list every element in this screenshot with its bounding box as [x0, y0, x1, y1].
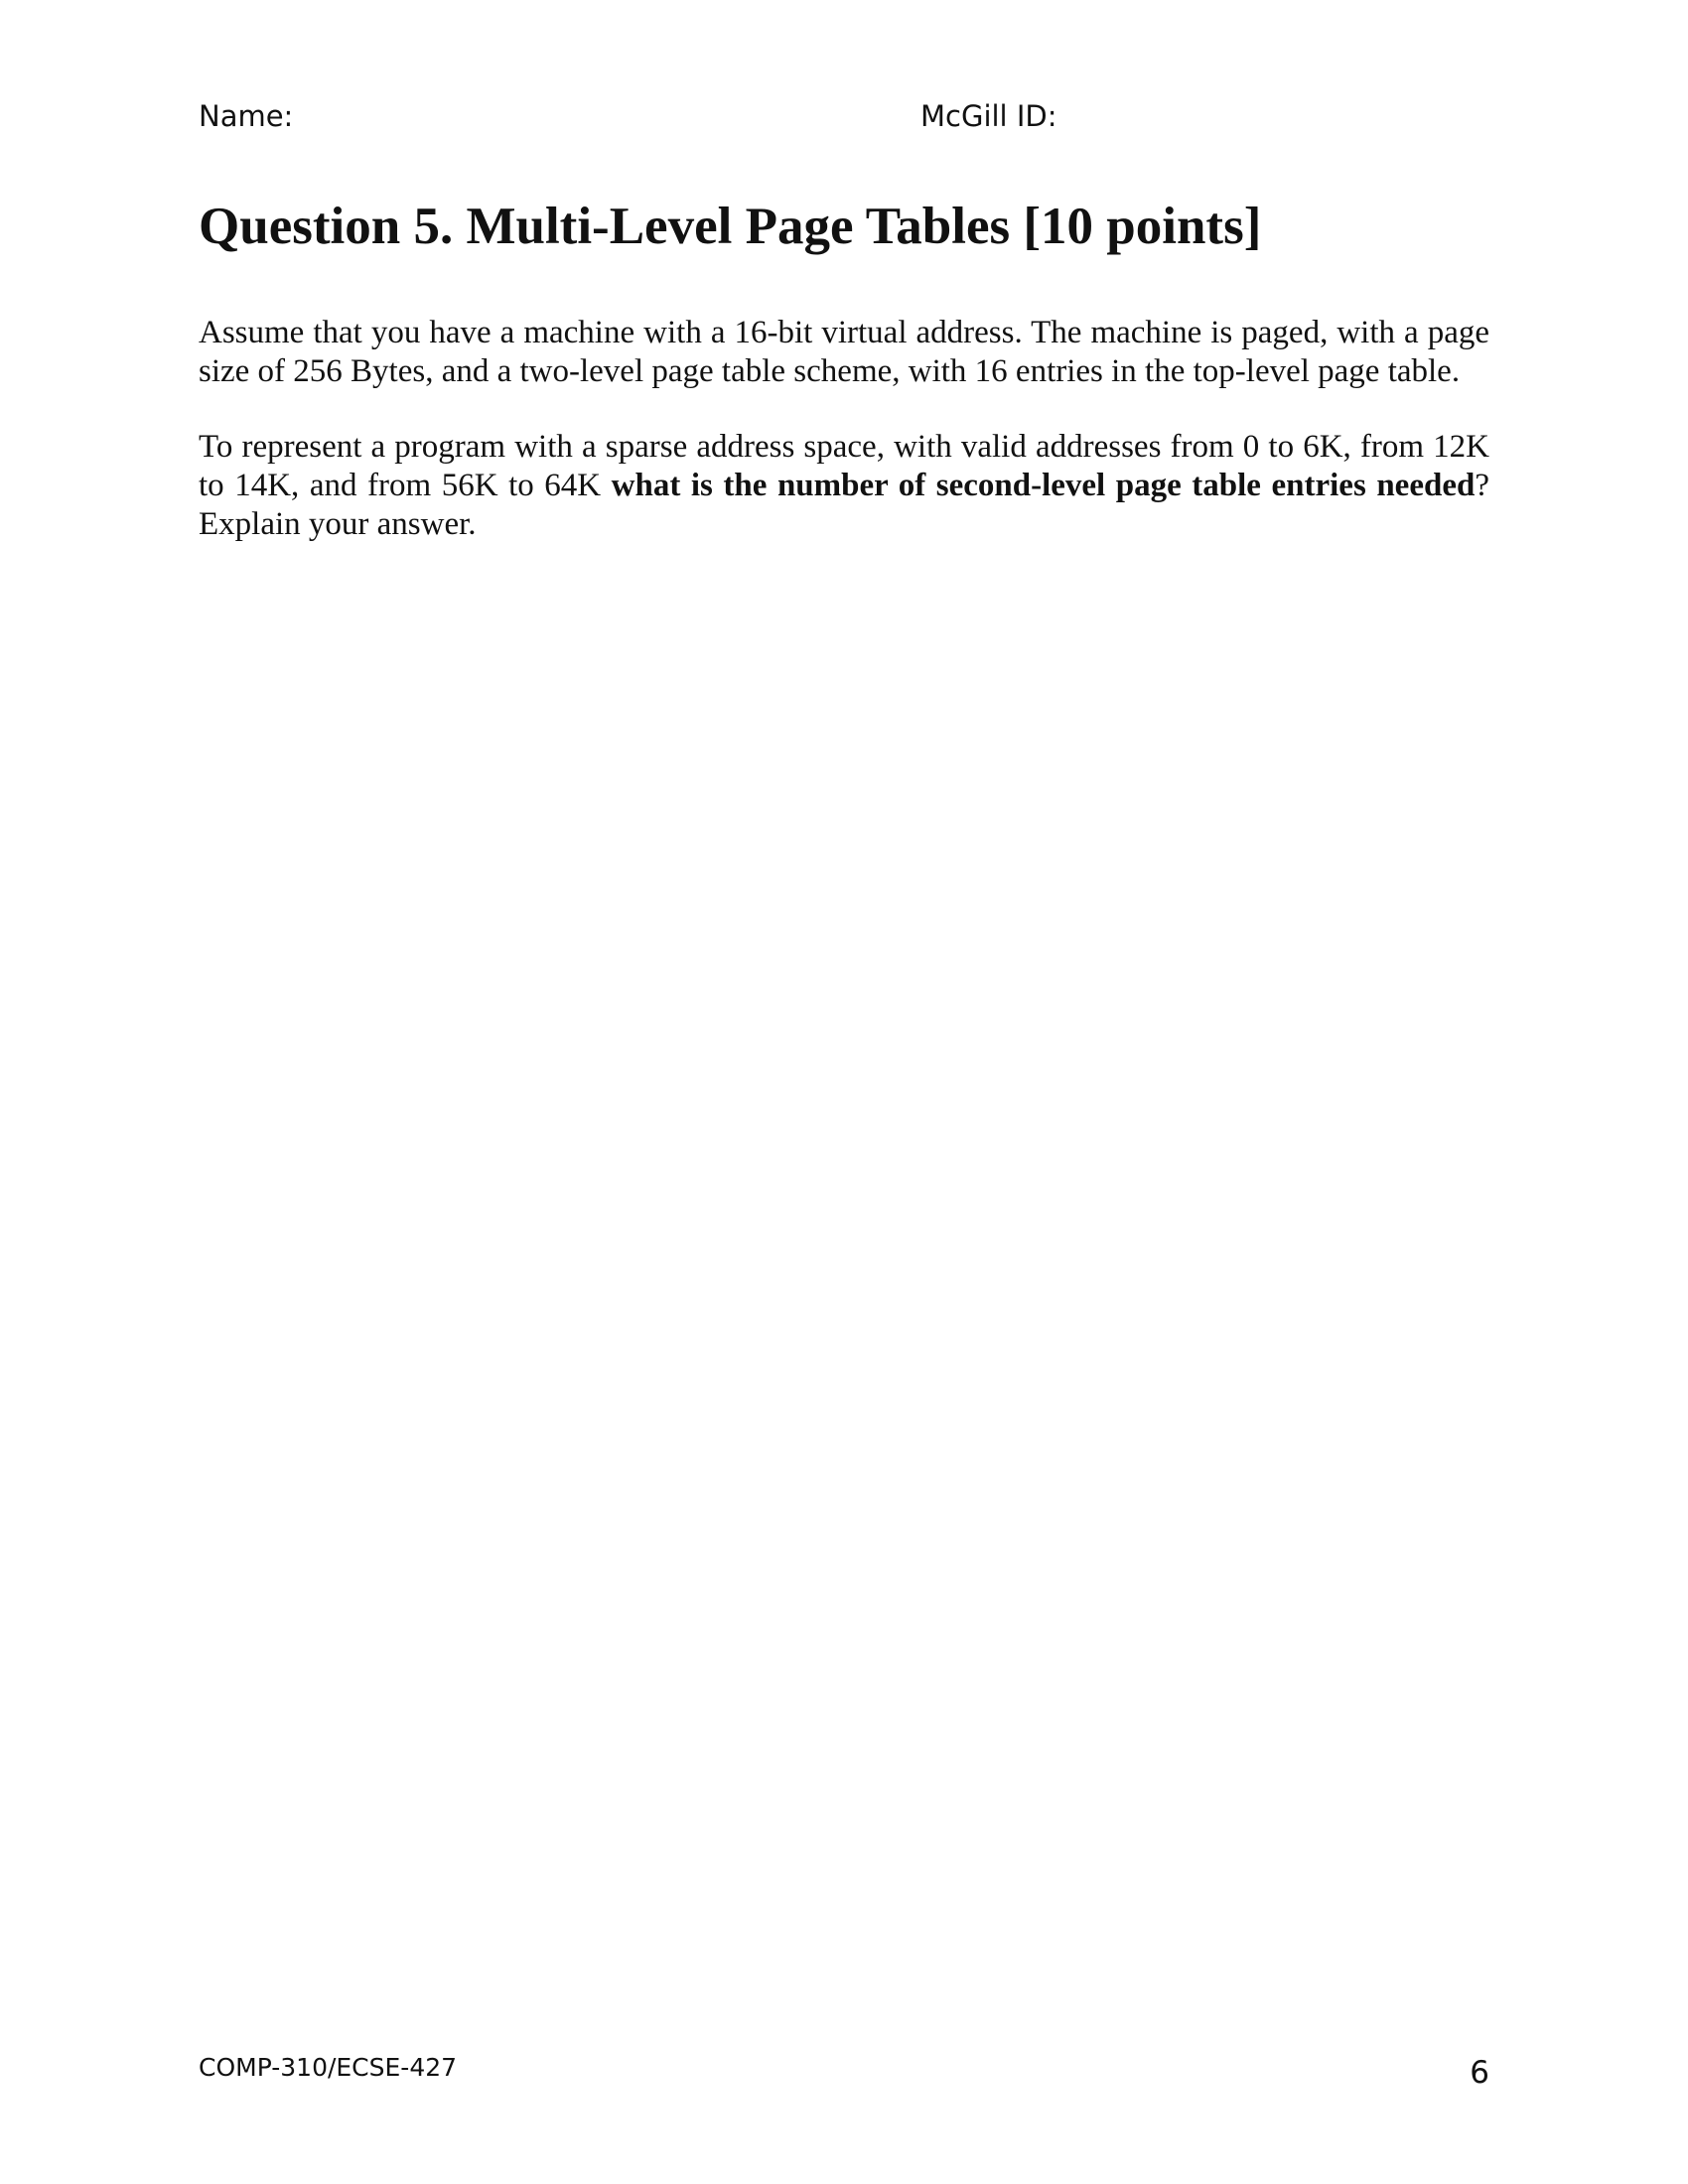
question-title: Question 5. Multi-Level Page Tables [10 points] [199, 198, 1262, 255]
question-paragraph-1: Assume that you have a machine with a 16-bit virtual address. The machine is paged, with a page size of 256 Bytes, and a two-level page table scheme, with 16 entries in the top-level page table. [199, 315, 1489, 389]
course-code: COMP-310/ECSE-427 [199, 2053, 458, 2082]
name-label: Name: [199, 99, 294, 133]
question-paragraph-2 [199, 428, 1489, 544]
paragraph-2-bold-question: what is the number of second-level page table entries needed [611, 468, 1476, 503]
page-number: 6 [1470, 2055, 1489, 2091]
paragraph-2-end: ? Explain your answer. [199, 468, 1489, 542]
paragraph-2-intro: To represent a program with a sparse address space, with valid addresses from 0 to 6K, from 12K to 14K, and from 56K to 64K [199, 429, 1489, 503]
mcgill-id-label: McGill ID: [920, 99, 1057, 133]
